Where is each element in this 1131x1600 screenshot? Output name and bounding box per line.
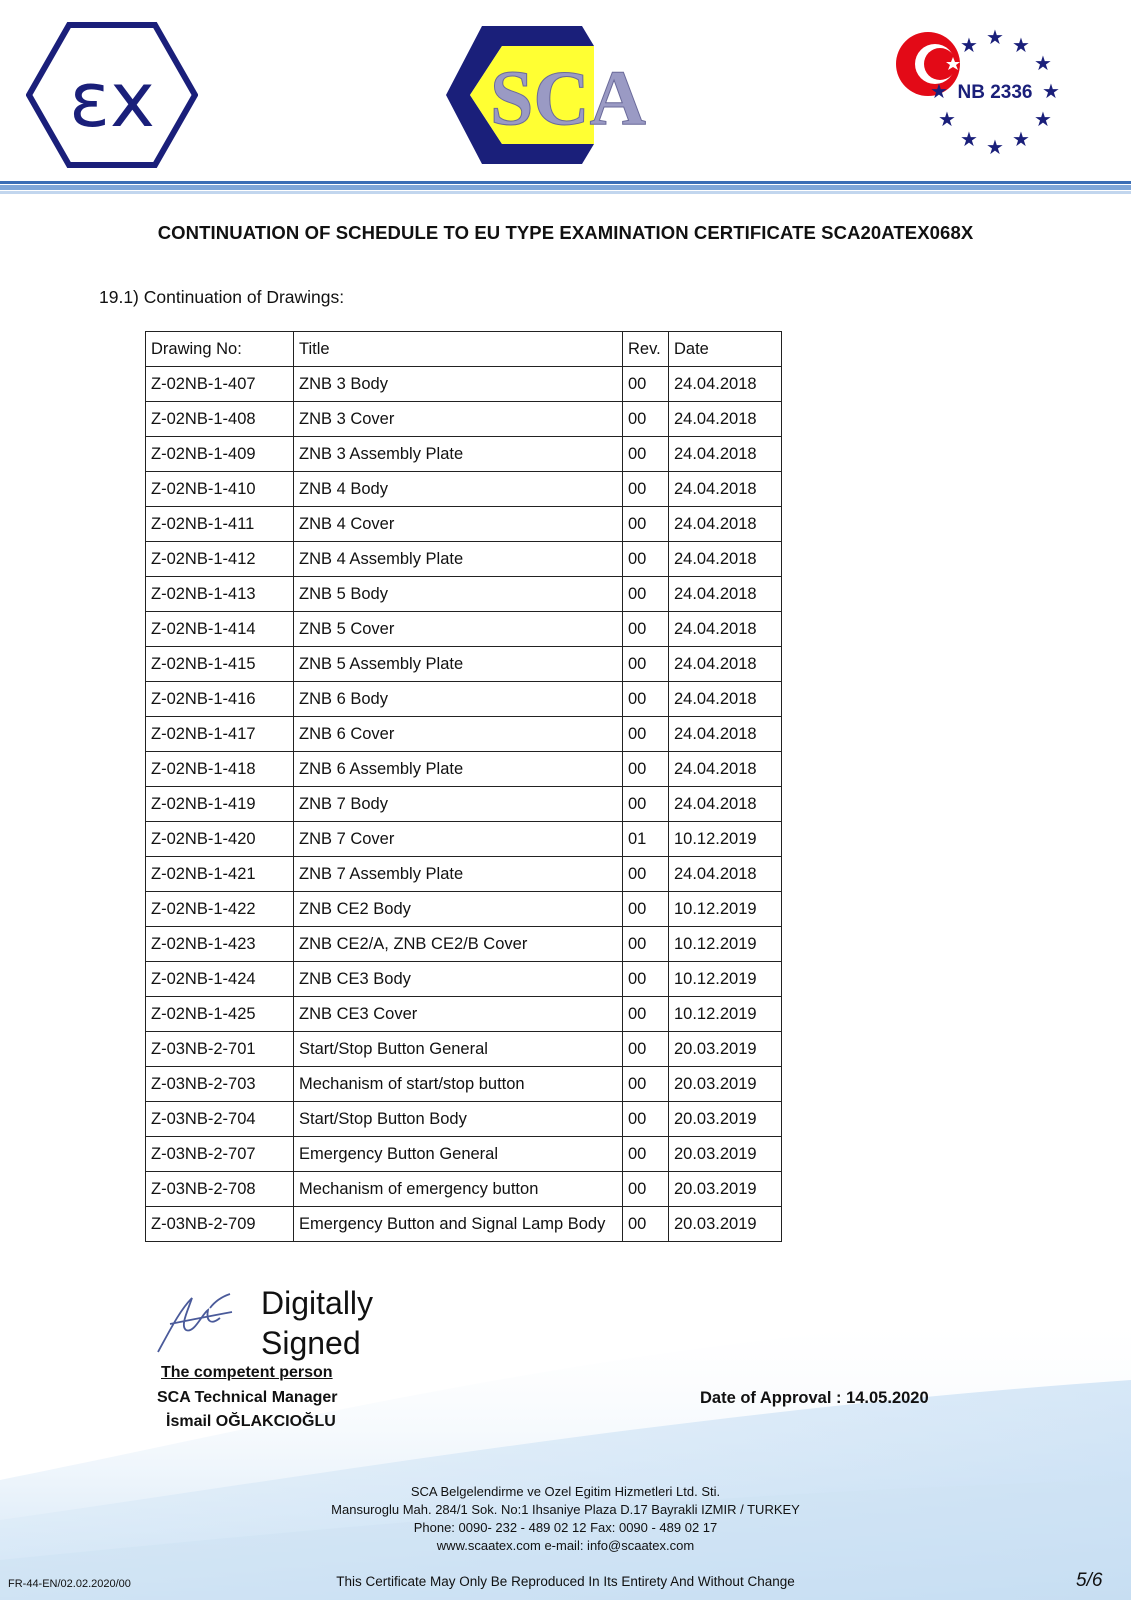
date-cell: 10.12.2019: [669, 822, 782, 857]
table-row: [146, 1172, 782, 1207]
rev-cell: 00: [623, 1172, 669, 1207]
svg-text:★: ★: [986, 25, 1004, 49]
title-cell: ZNB 6 Assembly Plate: [294, 752, 623, 787]
table-row: [146, 577, 782, 612]
date-cell: 24.04.2018: [669, 472, 782, 507]
date-cell: 24.04.2018: [669, 647, 782, 682]
drawing-no-cell: Z-02NB-1-420: [146, 822, 294, 857]
rev-cell: 01: [623, 822, 669, 857]
drawing-no-cell: Z-02NB-1-422: [146, 892, 294, 927]
title-cell: ZNB 3 Body: [294, 367, 623, 402]
drawing-no-cell: Z-02NB-1-412: [146, 542, 294, 577]
table-row: [146, 927, 782, 962]
date-cell: 24.04.2018: [669, 787, 782, 822]
date-cell: 24.04.2018: [669, 542, 782, 577]
table-row: [146, 752, 782, 787]
page-number: 5/6: [1076, 1570, 1103, 1591]
table-row: [146, 997, 782, 1032]
rev-cell: 00: [623, 1032, 669, 1067]
svg-text:★: ★: [1012, 33, 1030, 57]
rev-cell: 00: [623, 962, 669, 997]
date-cell: 20.03.2019: [669, 1172, 782, 1207]
ex-logo-text: εx: [68, 55, 156, 144]
digitally-signed-text: [261, 1283, 373, 1363]
header-title: Title: [294, 332, 623, 367]
svg-text:★: ★: [1012, 127, 1030, 151]
drawing-no-cell: Z-02NB-1-407: [146, 367, 294, 402]
drawing-no-cell: Z-03NB-2-708: [146, 1172, 294, 1207]
drawing-no-cell: Z-02NB-1-408: [146, 402, 294, 437]
title-cell: ZNB 3 Assembly Plate: [294, 437, 623, 472]
drawing-no-cell: Z-02NB-1-411: [146, 507, 294, 542]
rev-cell: 00: [623, 542, 669, 577]
date-cell: 24.04.2018: [669, 857, 782, 892]
rev-cell: 00: [623, 787, 669, 822]
document-title: CONTINUATION OF SCHEDULE TO EU TYPE EXAMINATION CERTIFICATE SCA20ATEX068X: [157, 222, 974, 243]
drawing-no-cell: Z-02NB-1-417: [146, 717, 294, 752]
drawing-no-cell: Z-02NB-1-409: [146, 437, 294, 472]
table-row: [146, 647, 782, 682]
footer-disclaimer: This Certificate May Only Be Reproduced In Its Entirety And Without Change: [336, 1574, 795, 1589]
table-row: [146, 962, 782, 997]
technical-manager-label: SCA Technical Manager: [157, 1389, 338, 1406]
header-rev: Rev.: [623, 332, 669, 367]
title-cell: ZNB 6 Cover: [294, 717, 623, 752]
drawing-no-cell: Z-02NB-1-418: [146, 752, 294, 787]
rev-cell: 00: [623, 927, 669, 962]
table-row: [146, 1207, 782, 1242]
footer-phone: Phone: 0090- 232 - 489 02 12 Fax: 0090 - 489 02 17: [413, 1520, 718, 1535]
drawing-no-cell: Z-02NB-1-416: [146, 682, 294, 717]
title-cell: ZNB 7 Assembly Plate: [294, 857, 623, 892]
title-cell: Start/Stop Button Body: [294, 1102, 623, 1137]
sca-logo-text: SCA: [489, 54, 647, 141]
drawing-no-cell: Z-03NB-2-709: [146, 1207, 294, 1242]
drawing-no-cell: Z-02NB-1-421: [146, 857, 294, 892]
date-cell: 24.04.2018: [669, 682, 782, 717]
svg-text:★: ★: [1034, 107, 1052, 131]
table-row: [146, 822, 782, 857]
table-row: [146, 542, 782, 577]
svg-text:★: ★: [960, 33, 978, 57]
signatory-name: İsmail OĞLAKCIOĞLU: [166, 1413, 336, 1430]
rev-cell: 00: [623, 857, 669, 892]
date-cell: 24.04.2018: [669, 752, 782, 787]
rev-cell: 00: [623, 1137, 669, 1172]
handwritten-signature: [150, 1290, 240, 1360]
rev-cell: 00: [623, 577, 669, 612]
table-row: [146, 1067, 782, 1102]
approval-date: Date of Approval : 14.05.2020: [700, 1389, 929, 1407]
title-cell: ZNB 7 Cover: [294, 822, 623, 857]
footer-web: www.scaatex.com e-mail: info@scaatex.com: [436, 1538, 695, 1553]
svg-text:★: ★: [960, 127, 978, 151]
table-row: [146, 1137, 782, 1172]
header-divider: [0, 181, 1131, 195]
drawing-no-cell: Z-02NB-1-414: [146, 612, 294, 647]
svg-text:★: ★: [938, 107, 956, 131]
drawing-no-cell: Z-03NB-2-701: [146, 1032, 294, 1067]
date-cell: 24.04.2018: [669, 507, 782, 542]
table-row: [146, 507, 782, 542]
date-cell: 20.03.2019: [669, 1067, 782, 1102]
date-cell: 20.03.2019: [669, 1102, 782, 1137]
date-cell: 24.04.2018: [669, 437, 782, 472]
drawing-no-cell: Z-02NB-1-424: [146, 962, 294, 997]
table-row: [146, 612, 782, 647]
rev-cell: 00: [623, 437, 669, 472]
title-cell: ZNB 5 Assembly Plate: [294, 647, 623, 682]
table-row: [146, 472, 782, 507]
competent-person-label: The competent person: [161, 1364, 333, 1381]
drawing-no-cell: Z-02NB-1-425: [146, 997, 294, 1032]
footer-address: Mansuroglu Mah. 284/1 Sok. No:1 Ihsaniye Plaza D.17 Bayrakli IZMIR / TURKEY: [331, 1502, 800, 1517]
date-cell: 10.12.2019: [669, 962, 782, 997]
rev-cell: 00: [623, 612, 669, 647]
date-cell: 10.12.2019: [669, 927, 782, 962]
drawings-table: [145, 331, 782, 1242]
title-cell: ZNB 5 Cover: [294, 612, 623, 647]
sca-logo: [444, 24, 674, 166]
table-row: [146, 437, 782, 472]
svg-text:★: ★: [1034, 51, 1052, 75]
date-cell: 24.04.2018: [669, 577, 782, 612]
table-row: [146, 402, 782, 437]
date-cell: 24.04.2018: [669, 612, 782, 647]
date-cell: 20.03.2019: [669, 1207, 782, 1242]
title-cell: Mechanism of emergency button: [294, 1172, 623, 1207]
table-row: [146, 892, 782, 927]
drawing-no-cell: Z-02NB-1-419: [146, 787, 294, 822]
table-body: [146, 367, 782, 1242]
date-cell: 10.12.2019: [669, 892, 782, 927]
form-code: FR-44-EN/02.02.2020/00: [8, 1578, 131, 1590]
title-cell: ZNB CE3 Body: [294, 962, 623, 997]
rev-cell: 00: [623, 892, 669, 927]
svg-text:★: ★: [1042, 79, 1060, 103]
title-cell: ZNB CE3 Cover: [294, 997, 623, 1032]
section-heading: 19.1) Continuation of Drawings:: [99, 287, 345, 307]
title-cell: Mechanism of start/stop button: [294, 1067, 623, 1102]
rev-cell: 00: [623, 647, 669, 682]
rev-cell: 00: [623, 1207, 669, 1242]
date-cell: 20.03.2019: [669, 1137, 782, 1172]
title-cell: Start/Stop Button General: [294, 1032, 623, 1067]
rev-cell: 00: [623, 1067, 669, 1102]
title-cell: ZNB 4 Cover: [294, 507, 623, 542]
date-cell: 10.12.2019: [669, 997, 782, 1032]
table-row: [146, 1032, 782, 1067]
title-cell: ZNB 4 Body: [294, 472, 623, 507]
date-cell: 24.04.2018: [669, 367, 782, 402]
svg-text:★: ★: [930, 79, 948, 103]
digital-line-1: Digitally: [261, 1285, 374, 1321]
drawing-no-cell: Z-02NB-1-410: [146, 472, 294, 507]
title-cell: ZNB 6 Body: [294, 682, 623, 717]
svg-text:★: ★: [986, 135, 1004, 159]
table-row: [146, 787, 782, 822]
date-cell: 20.03.2019: [669, 1032, 782, 1067]
table-row: [146, 717, 782, 752]
drawing-no-cell: Z-02NB-1-415: [146, 647, 294, 682]
date-cell: 24.04.2018: [669, 717, 782, 752]
drawing-no-cell: Z-02NB-1-423: [146, 927, 294, 962]
ex-hexagon-logo: [26, 22, 198, 168]
rev-cell: 00: [623, 367, 669, 402]
table-row: [146, 367, 782, 402]
title-cell: ZNB 3 Cover: [294, 402, 623, 437]
rev-cell: 00: [623, 752, 669, 787]
table-row: [146, 682, 782, 717]
rev-cell: 00: [623, 682, 669, 717]
title-cell: ZNB 4 Assembly Plate: [294, 542, 623, 577]
table-header-row: [146, 332, 782, 367]
rev-cell: 00: [623, 997, 669, 1032]
rev-cell: 00: [623, 1102, 669, 1137]
drawing-no-cell: Z-02NB-1-413: [146, 577, 294, 612]
digital-line-2: Signed: [261, 1325, 361, 1361]
title-cell: Emergency Button and Signal Lamp Body: [294, 1207, 623, 1242]
table-row: [146, 1102, 782, 1137]
title-cell: ZNB CE2/A, ZNB CE2/B Cover: [294, 927, 623, 962]
table-row: [146, 857, 782, 892]
drawing-no-cell: Z-03NB-2-704: [146, 1102, 294, 1137]
rev-cell: 00: [623, 717, 669, 752]
title-cell: ZNB CE2 Body: [294, 892, 623, 927]
rev-cell: 00: [623, 472, 669, 507]
rev-cell: 00: [623, 402, 669, 437]
drawing-no-cell: Z-03NB-2-707: [146, 1137, 294, 1172]
rev-cell: 00: [623, 507, 669, 542]
date-cell: 24.04.2018: [669, 402, 782, 437]
header-drawing-no: Drawing No:: [146, 332, 294, 367]
header-date: Date: [669, 332, 782, 367]
title-cell: ZNB 5 Body: [294, 577, 623, 612]
title-cell: ZNB 7 Body: [294, 787, 623, 822]
nb-badge-text: NB 2336: [957, 82, 1033, 103]
drawing-no-cell: Z-03NB-2-703: [146, 1067, 294, 1102]
nb-2336-badge: [893, 22, 1073, 162]
title-cell: Emergency Button General: [294, 1137, 623, 1172]
footer-company: SCA Belgelendirme ve Ozel Egitim Hizmetleri Ltd. Sti.: [410, 1484, 721, 1499]
